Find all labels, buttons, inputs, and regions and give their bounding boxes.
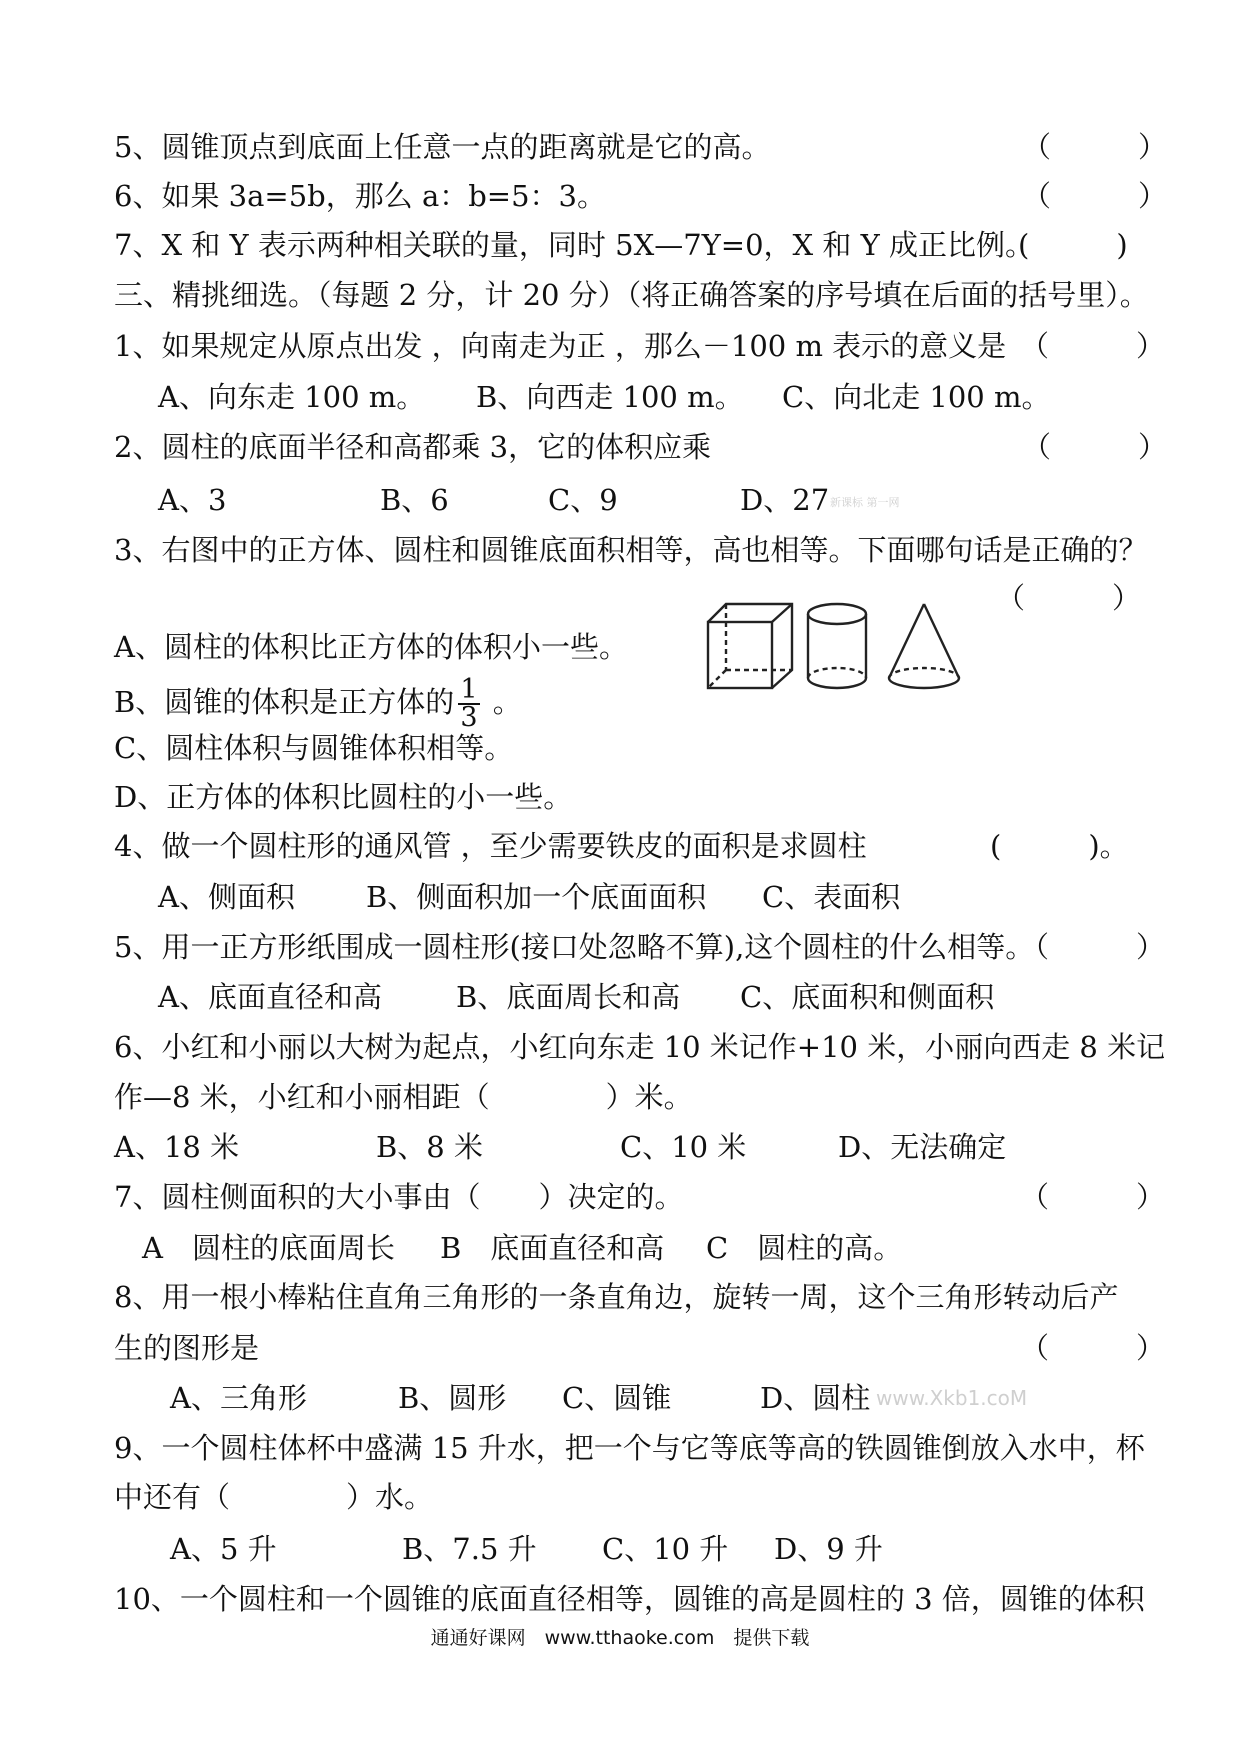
answer-paren[interactable]: （ ） [1020,1180,1166,1214]
choice-q2-option-c: C、9 [548,483,618,517]
answer-paren[interactable]: （ ） [1022,179,1168,213]
choice-q5-stem: 5、用一正方形纸围成一圆柱形(接口处忽略不算),这个圆柱的什么相等。 [114,930,1035,964]
choice-q3-option-c: C、圆柱体积与圆锥体积相等。 [114,731,514,765]
choice-q6-stem-1: 6、小红和小丽以大树为起点，小红向东走 10 米记作+10 米，小丽向西走 8 米记 [114,1030,1166,1064]
choice-q8-option-d: D、圆柱 [760,1381,871,1415]
choice-q6-option-d: D、无法确定 [838,1130,1007,1164]
fraction-denominator: 3 [460,702,478,733]
choice-q4-option-a: A、侧面积 [158,880,295,914]
choice-q1-option-c: C、向北走 100 m。 [782,380,1051,414]
answer-paren[interactable]: （ ） [1020,329,1166,363]
fraction-one-third [458,674,479,733]
choice-q8-option-c: C、圆锥 [562,1381,672,1415]
choice-q2-stem: 2、圆柱的底面半径和高都乘 3，它的体积应乘 [114,430,712,464]
answer-paren[interactable]: ( ) [1018,228,1128,262]
choice-q5-option-a: A、底面直径和高 [158,980,382,1014]
judge-q7: 7、X 和 Y 表示两种相关联的量，同时 5X—7Y=0，X 和 Y 成正比例。 [114,228,1035,262]
watermark-text: www.Xkb1.coM [876,1386,1028,1410]
choice-q4-option-c: C、表面积 [762,880,901,914]
choice-q9-option-a: A、5 升 [170,1532,277,1566]
choice-q7-stem: 7、圆柱侧面积的大小事由（ ）决定的。 [114,1180,684,1214]
choice-q8-stem-2: 生的图形是 [114,1331,260,1365]
choice-q7-option-c: C 圆柱的高。 [706,1231,903,1265]
choice-q3-option-a: A、圆柱的体积比正方体的体积小一些。 [114,630,628,664]
section-heading: 三、精挑细选。（每题 2 分，计 20 分）（将正确答案的序号填在后面的括号里）。 [114,278,1149,312]
choice-q1-stem: 1、如果规定从原点出发 ，向南走为正 ，那么－100 m 表示的意义是 [114,329,1007,363]
choice-q6-option-c: C、10 米 [620,1130,747,1164]
choice-q4-stem: 4、做一个圆柱形的通风管 ，至少需要铁皮的面积是求圆柱 [114,829,867,863]
choice-q8-option-b: B、圆形 [398,1381,507,1415]
choice-q3-option-b [114,674,1140,733]
choice-q3-option-b-text: B、圆锥的体积是正方体的 [114,685,455,719]
choice-q4-option-b: B、侧面积加一个底面面积 [366,880,707,914]
fraction-numerator: 1 [460,674,478,705]
choice-q8-stem-1: 8、用一根小棒粘住直角三角形的一条直角边，旋转一周，这个三角形转动后产 [114,1280,1119,1314]
page-footer: 通通好课网 www.tthaoke.com 提供下载 [430,1627,810,1649]
choice-q7-option-a: A 圆柱的底面周长 [142,1231,395,1265]
choice-q9-option-d: D、9 升 [774,1532,883,1566]
choice-q3-option-d: D、正方体的体积比圆柱的小一些。 [114,780,573,814]
watermark-text: 新课标 第一网 [830,496,900,509]
answer-paren[interactable]: （ ） [1020,1331,1166,1365]
choice-q9-stem-1: 9、一个圆柱体杯中盛满 15 升水，把一个与它等底等高的铁圆锥倒放入水中，杯 [114,1431,1145,1465]
choice-q1-option-a: A、向东走 100 m。 [158,380,426,414]
choice-q3-option-b-end: 。 [483,685,522,719]
choice-q9-stem-2: 中还有（ ）水。 [114,1480,434,1514]
answer-paren[interactable]: ( )。 [990,829,1129,863]
answer-paren[interactable]: （ ） [996,581,1142,615]
choice-q6-option-b: B、8 米 [376,1130,483,1164]
judge-q6: 6、如果 3a=5b，那么 a：b=5：3。 [114,179,606,213]
choice-q5-option-c: C、底面积和侧面积 [740,980,995,1014]
choice-q2-option-b: B、6 [380,483,449,517]
choice-q9-option-c: C、10 升 [602,1532,729,1566]
judge-q5: 5、圆锥顶点到底面上任意一点的距离就是它的高。 [114,130,771,164]
choice-q7-option-b: B 底面直径和高 [440,1231,665,1265]
choice-q2-option-a: A、3 [158,483,227,517]
choice-q8-option-a: A、三角形 [170,1381,307,1415]
choice-q9-option-b: B、7.5 升 [402,1532,537,1566]
answer-paren[interactable]: （ ） [1022,430,1168,464]
choice-q1-option-b: B、向西走 100 m。 [476,380,744,414]
choice-q2-option-d: D、27 [740,483,830,517]
choice-q3-stem: 3、右图中的正方体、圆柱和圆锥底面积相等，高也相等。下面哪句话是正确的？ [114,533,1148,567]
choice-q6-stem-2: 作—8 米，小红和小丽相距（ ）米。 [114,1080,693,1114]
choice-q5-option-b: B、底面周长和高 [456,980,681,1014]
answer-paren[interactable]: （ ） [1022,130,1168,164]
choice-q10-stem: 10、一个圆柱和一个圆锥的底面直径相等，圆锥的高是圆柱的 3 倍，圆锥的体积 [114,1582,1145,1616]
choice-q6-option-a: A、18 米 [114,1130,240,1164]
answer-paren[interactable]: （ ） [1020,930,1166,964]
